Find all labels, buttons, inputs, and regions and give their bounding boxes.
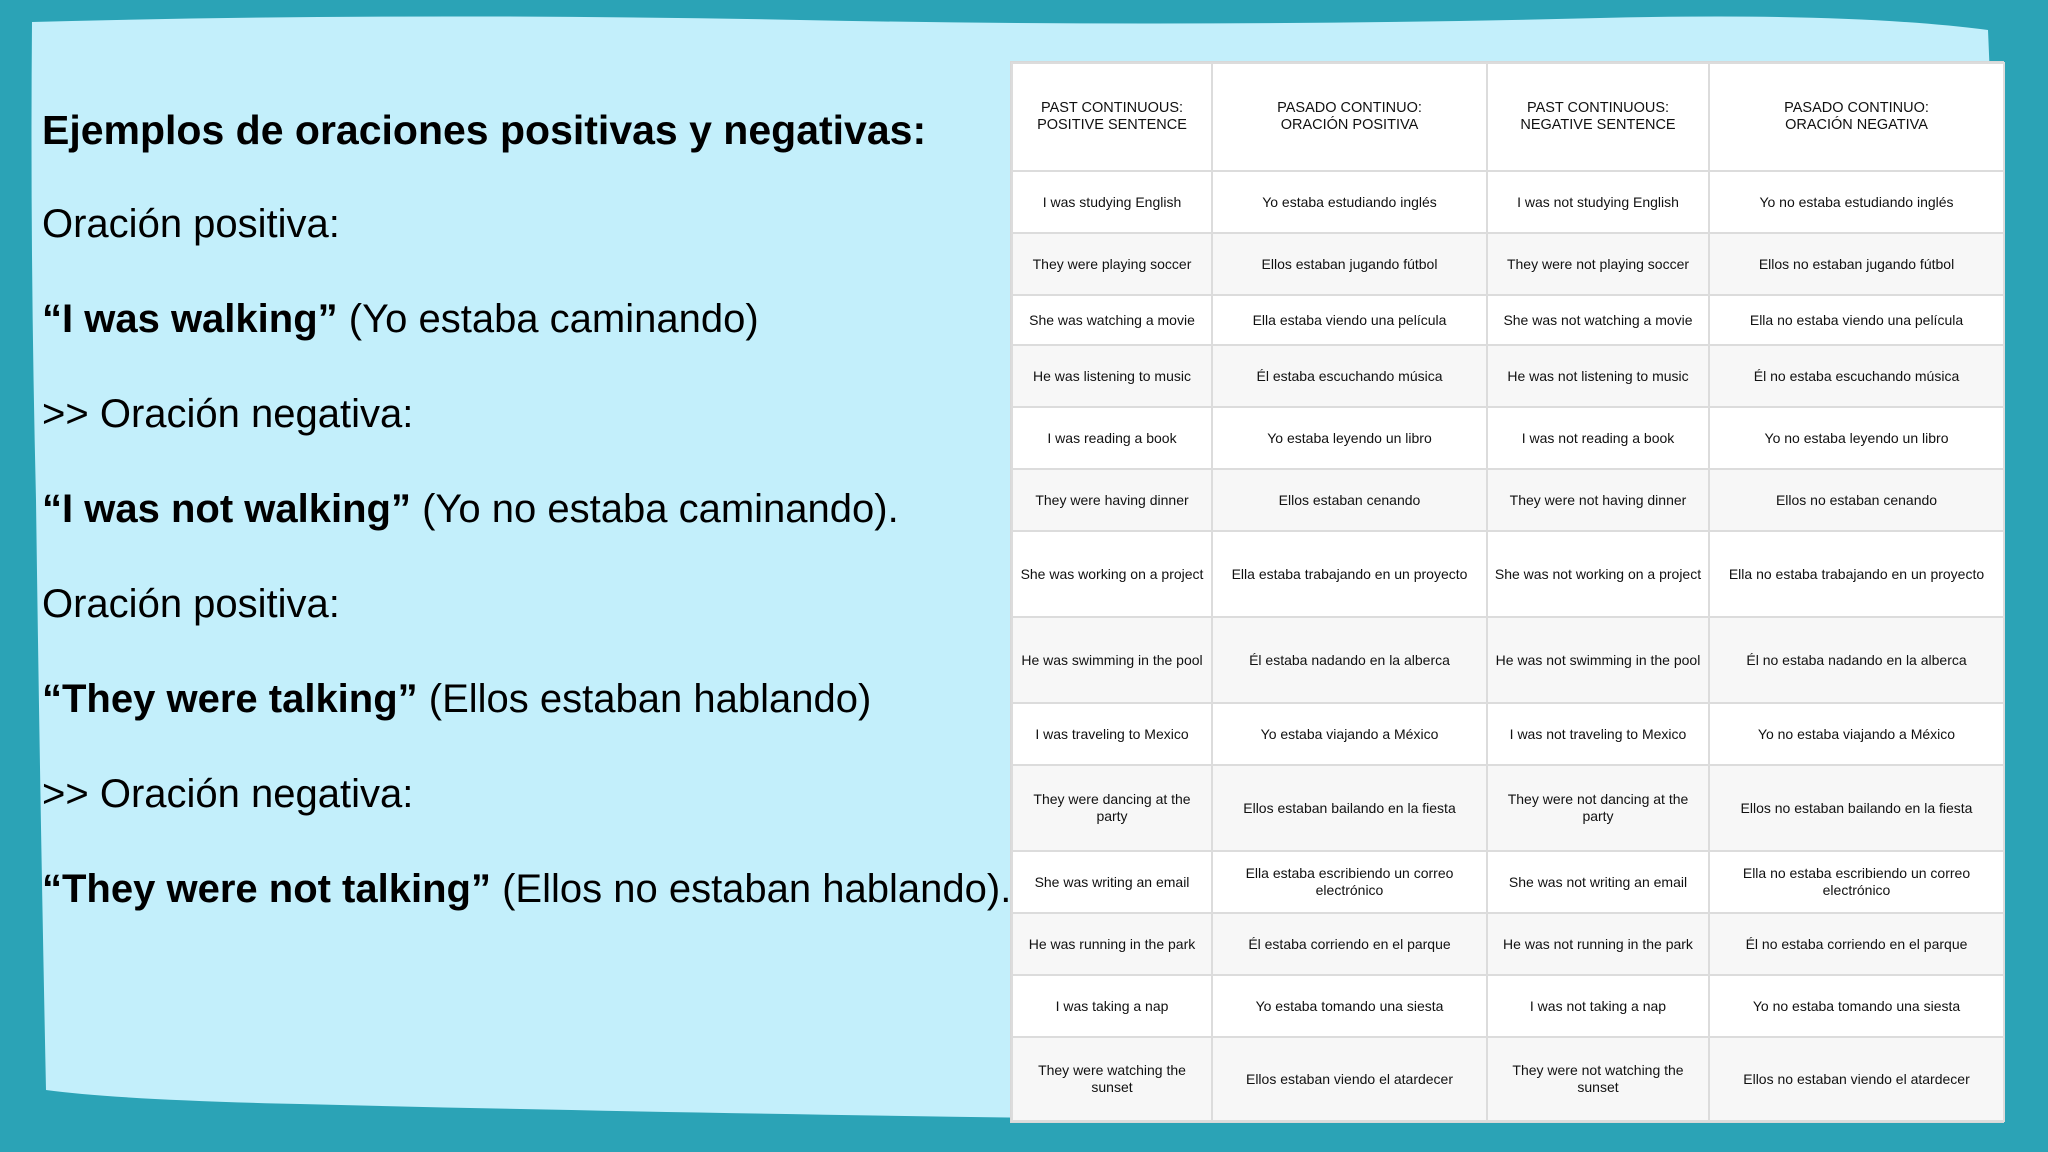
column-header-line: PASADO CONTINUO:	[1784, 100, 1929, 116]
example-line	[42, 764, 1012, 824]
column-header	[1012, 63, 1212, 171]
table-cell: Ellos estaban cenando	[1212, 469, 1487, 531]
table-cell: She was writing an email	[1012, 851, 1212, 913]
table-cell: Yo estaba viajando a México	[1212, 703, 1487, 765]
example-line	[42, 194, 1012, 254]
table-row	[1012, 171, 2004, 233]
table-row	[1012, 851, 2004, 913]
table-row	[1012, 407, 2004, 469]
examples-text-block	[42, 100, 1012, 954]
table-row	[1012, 469, 2004, 531]
column-header-line: NEGATIVE SENTENCE	[1520, 117, 1676, 133]
example-line-text: (Ellos estaban hablando)	[417, 677, 872, 721]
table-cell: Ella no estaba escribiendo un correo electrónico	[1709, 851, 2004, 913]
table-cell: They were not watching the sunset	[1487, 1037, 1709, 1121]
table-cell: Ellos estaban jugando fútbol	[1212, 233, 1487, 295]
examples-heading: Ejemplos de oraciones positivas y negativas:	[42, 107, 927, 153]
table-row	[1012, 1037, 2004, 1121]
table-cell: Él no estaba nadando en la alberca	[1709, 617, 2004, 703]
example-sentence-bold: “They were talking”	[42, 677, 418, 721]
column-header	[1212, 63, 1487, 171]
table-cell: He was swimming in the pool	[1012, 617, 1212, 703]
table-cell: Ellos no estaban viendo el atardecer	[1709, 1037, 2004, 1121]
table-cell: I was traveling to Mexico	[1012, 703, 1212, 765]
table-cell: Ella no estaba trabajando en un proyecto	[1709, 531, 2004, 617]
table-cell: She was working on a project	[1012, 531, 1212, 617]
table-cell: They were having dinner	[1012, 469, 1212, 531]
column-header-line: PAST CONTINUOUS:	[1040, 100, 1184, 116]
example-line	[42, 384, 1012, 444]
table-cell: Él no estaba escuchando música	[1709, 345, 2004, 407]
table-cell: They were playing soccer	[1012, 233, 1212, 295]
table-row	[1012, 295, 2004, 345]
table-cell: Ellos estaban viendo el atardecer	[1212, 1037, 1487, 1121]
example-line-text: (Yo no estaba caminando).	[410, 487, 899, 531]
column-header-line: ORACIÓN NEGATIVA	[1785, 117, 1928, 133]
table-row	[1012, 975, 2004, 1037]
table-cell: Yo estaba tomando una siesta	[1212, 975, 1487, 1037]
example-line-text: (Yo estaba caminando)	[337, 297, 759, 341]
example-line	[42, 479, 1012, 539]
table-cell: Ella estaba trabajando en un proyecto	[1212, 531, 1487, 617]
table-cell: He was not running in the park	[1487, 913, 1709, 975]
example-line	[42, 859, 1012, 919]
table-row	[1012, 531, 2004, 617]
table-cell: Él no estaba corriendo en el parque	[1709, 913, 2004, 975]
table-cell: Él estaba escuchando música	[1212, 345, 1487, 407]
table-cell: Yo no estaba leyendo un libro	[1709, 407, 2004, 469]
table-cell: He was running in the park	[1012, 913, 1212, 975]
column-header-line: POSITIVE SENTENCE	[1037, 117, 1187, 133]
table-cell: I was not reading a book	[1487, 407, 1709, 469]
table-cell: Yo no estaba tomando una siesta	[1709, 975, 2004, 1037]
example-line-text: Oración positiva:	[42, 582, 340, 626]
table-cell: Ella estaba escribiendo un correo electrónico	[1212, 851, 1487, 913]
table-row	[1012, 233, 2004, 295]
table-cell: I was studying English	[1012, 171, 1212, 233]
table-row	[1012, 345, 2004, 407]
table-cell: They were not playing soccer	[1487, 233, 1709, 295]
table-cell: Ellos no estaban cenando	[1709, 469, 2004, 531]
table-cell: Ellos no estaban bailando en la fiesta	[1709, 765, 2004, 851]
table-cell: They were not dancing at the party	[1487, 765, 1709, 851]
table-cell: I was not studying English	[1487, 171, 1709, 233]
column-header-line: PAST CONTINUOUS:	[1526, 100, 1670, 116]
table-cell: I was not traveling to Mexico	[1487, 703, 1709, 765]
table-cell: Yo no estaba viajando a México	[1709, 703, 2004, 765]
table-cell: Yo estaba leyendo un libro	[1212, 407, 1487, 469]
table-row	[1012, 703, 2004, 765]
table-cell: I was not taking a nap	[1487, 975, 1709, 1037]
column-header	[1709, 63, 2004, 171]
conjugation-table	[1011, 62, 2003, 1122]
table-cell: Yo estaba estudiando inglés	[1212, 171, 1487, 233]
table-header-row	[1012, 63, 2004, 171]
table-cell: Ella no estaba viendo una película	[1709, 295, 2004, 345]
example-line	[42, 289, 1012, 349]
table-cell: She was not watching a movie	[1487, 295, 1709, 345]
table-row	[1012, 913, 2004, 975]
column-header-line: ORACIÓN POSITIVA	[1280, 117, 1419, 133]
example-line-text: >> Oración negativa:	[42, 392, 414, 436]
example-sentence-bold: “I was not walking”	[42, 487, 411, 531]
table-cell: I was taking a nap	[1012, 975, 1212, 1037]
example-sentence-bold: “I was walking”	[42, 297, 338, 341]
column-header	[1487, 63, 1709, 171]
table-cell: They were not having dinner	[1487, 469, 1709, 531]
example-line-text: >> Oración negativa:	[42, 772, 414, 816]
table-cell: He was listening to music	[1012, 345, 1212, 407]
table-row	[1012, 765, 2004, 851]
table-cell: He was not swimming in the pool	[1487, 617, 1709, 703]
example-line	[42, 574, 1012, 634]
table-cell: Yo no estaba estudiando inglés	[1709, 171, 2004, 233]
example-line-text: Oración positiva:	[42, 202, 340, 246]
table-cell: They were watching the sunset	[1012, 1037, 1212, 1121]
column-header-line: PASADO CONTINUO:	[1277, 100, 1422, 116]
table-cell: Él estaba corriendo en el parque	[1212, 913, 1487, 975]
example-line	[42, 669, 1012, 729]
table-cell: Ella estaba viendo una película	[1212, 295, 1487, 345]
table-cell: Ellos no estaban jugando fútbol	[1709, 233, 2004, 295]
table-cell: She was not working on a project	[1487, 531, 1709, 617]
table-cell: She was watching a movie	[1012, 295, 1212, 345]
table-cell: Ellos estaban bailando en la fiesta	[1212, 765, 1487, 851]
table-cell: She was not writing an email	[1487, 851, 1709, 913]
example-sentence-bold: “They were not talking”	[42, 867, 491, 911]
example-line-text: (Ellos no estaban hablando).	[490, 867, 1012, 911]
table-cell: He was not listening to music	[1487, 345, 1709, 407]
table-cell: They were dancing at the party	[1012, 765, 1212, 851]
table-cell: Él estaba nadando en la alberca	[1212, 617, 1487, 703]
table-cell: I was reading a book	[1012, 407, 1212, 469]
table-row	[1012, 617, 2004, 703]
